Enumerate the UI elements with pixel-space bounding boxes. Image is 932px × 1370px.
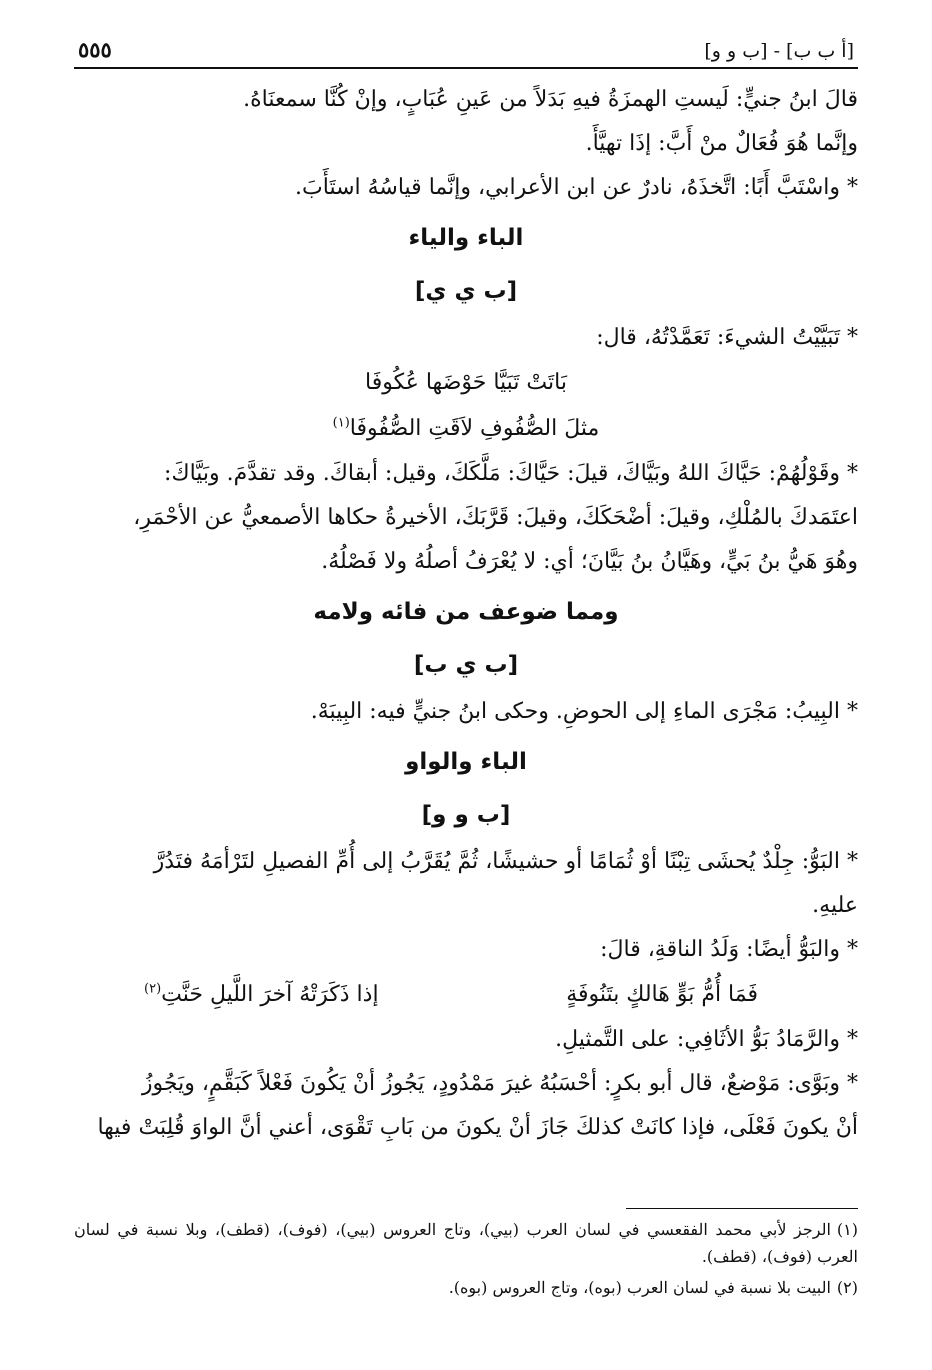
header-rule	[74, 67, 858, 69]
root-heading: [ب ي ب]	[413, 652, 519, 678]
body-line: وهُوَ هَيُّ بنُ بَيٍّ، وهَيَّانُ بنُ بَيَّانَ؛ أي: لا يُعْرَفُ أصلُهُ ولا فَصْلُهُ.	[321, 549, 858, 574]
body-line: قالَ ابنُ جنيٍّ: لَيستِ الهمزَةُ فيهِ بَدَلاً من عَينِ عُبَابٍ، وإنْ كُنَّا سمعنَاهُ.	[243, 87, 858, 112]
entry-paragraph: * والرَّمَادُ بَوُّ الأثَافِي: على التَّمثيلِ.	[555, 1027, 858, 1052]
entry-paragraph: * تَبَيَّيْتُ الشيءَ: تَعَمَّدْتُهُ، قال:	[596, 325, 858, 350]
footnote-marker: (٢)	[144, 981, 162, 997]
verse-hemistich-first: فَمَا أُمُّ بَوٍّ هَالكٍ بتَنُوفَةٍ	[566, 982, 758, 1007]
footnotes	[74, 1216, 858, 1305]
verse-line	[74, 406, 858, 452]
footnote-text: البيت بلا نسبة في لسان العرب (بوه)، وتاج العروس (بوه).	[448, 1278, 831, 1297]
body-line: * البَوُّ: جِلْدٌ يُحشَى تِبْنًا أوْ ثُمَامًا أو حشيشًا، ثُمَّ يُقَرَّبُ إلى أُمِّ الفصيلِ لتَرْأمَهُ فتَدُرَّ	[153, 849, 858, 874]
verse-couplet	[74, 972, 858, 1018]
footnote-number: (٢)	[836, 1278, 858, 1297]
verse-text: إذا ذَكَرَتْهُ آخرَ اللَّيلِ حَنَّتِ	[161, 982, 379, 1007]
root-heading: [ب ي ي]	[414, 278, 518, 304]
footnote-text: الرجز لأبي محمد الفقعسي في لسان العرب (بيي)، وتاج العروس (بيي)، (فوف)، (قطف)، وبلا نسبة في لسان العرب (فوف)، (قطف).	[74, 1220, 858, 1266]
page-body	[74, 78, 858, 1150]
section-heading: ومما ضوعف من فائه ولامه	[313, 599, 619, 625]
verse-text: مثلَ الصُّفُوفِ لاَقَتِ الصُّفُوفَا	[349, 416, 600, 441]
page-number: ٥٥٥	[78, 37, 112, 62]
section-heading: الباء والياء	[408, 225, 524, 251]
section-heading: الباء والواو	[405, 749, 527, 775]
page-header	[78, 30, 854, 62]
body-line: * وقَوْلُهُمْ: حَيَّاكَ اللهُ وبَيَّاكَ، قيلَ: حَيَّاكَ: مَلَّكَكَ، وقيل: أبقاكَ. وقد تقدَّمَ. وبَيَّاكَ:	[164, 461, 858, 486]
footnote-rule	[626, 1208, 858, 1209]
body-line: أنْ يكونَ فَعْلَى، فإذا كانَتْ كذلكَ جَازَ أنْ يكونَ من بَابِ تَقْوَى، أعني أنَّ الواوَ قُلِبَتْ فيها	[97, 1115, 858, 1140]
footnote-number: (١)	[836, 1220, 858, 1239]
entry-paragraph: * واسْتَبَّ أَبًا: اتَّخذَهُ، نادرٌ عن ابن الأعرابي، وإنَّما قياسُهُ استَأَبَ.	[295, 175, 858, 200]
footnote-marker: (١)	[332, 415, 350, 431]
body-line: عليهِ.	[812, 893, 858, 918]
body-line: * وبَوَّى: مَوْضعٌ، قال أبو بكرٍ: أحْسَبُهُ غيرَ مَمْدُودٍ، يَجُوزُ أنْ يَكُونَ فَعْلاً كَبَقَّمٍ، ويَجُوزُ	[141, 1071, 858, 1096]
root-heading: [ب و و]	[421, 802, 511, 828]
verse-line: بَاتَتْ تَبَيَّا حَوْضَها عُكُوفَا	[365, 370, 567, 395]
entry-paragraph: * والبَوُّ أيضًا: وَلَدُ الناقةِ، قالَ:	[600, 937, 858, 962]
footnote-1	[74, 1216, 858, 1270]
running-head: [أ ب ب] - [ب و و]	[704, 40, 854, 62]
footnote-2	[74, 1274, 858, 1301]
body-line: اعتَمَدكَ بالمُلْكِ، وقيلَ: أضْحَكَكَ، وقيلَ: قَرَّبَكَ، الأخيرةُ حكاها الأصمعيُّ عن الأحْمَرِ،	[133, 505, 858, 530]
verse-hemistich-second	[144, 972, 379, 1018]
entry-paragraph: * البِيبُ: مَجْرَى الماءِ إلى الحوضِ. وحكى ابنُ جنيٍّ فيه: البِيبَهْ.	[310, 699, 858, 724]
body-line: وإنَّما هُوَ فُعَالٌ منْ أَبَّ: إذَا تهيَّأَ.	[585, 131, 858, 156]
